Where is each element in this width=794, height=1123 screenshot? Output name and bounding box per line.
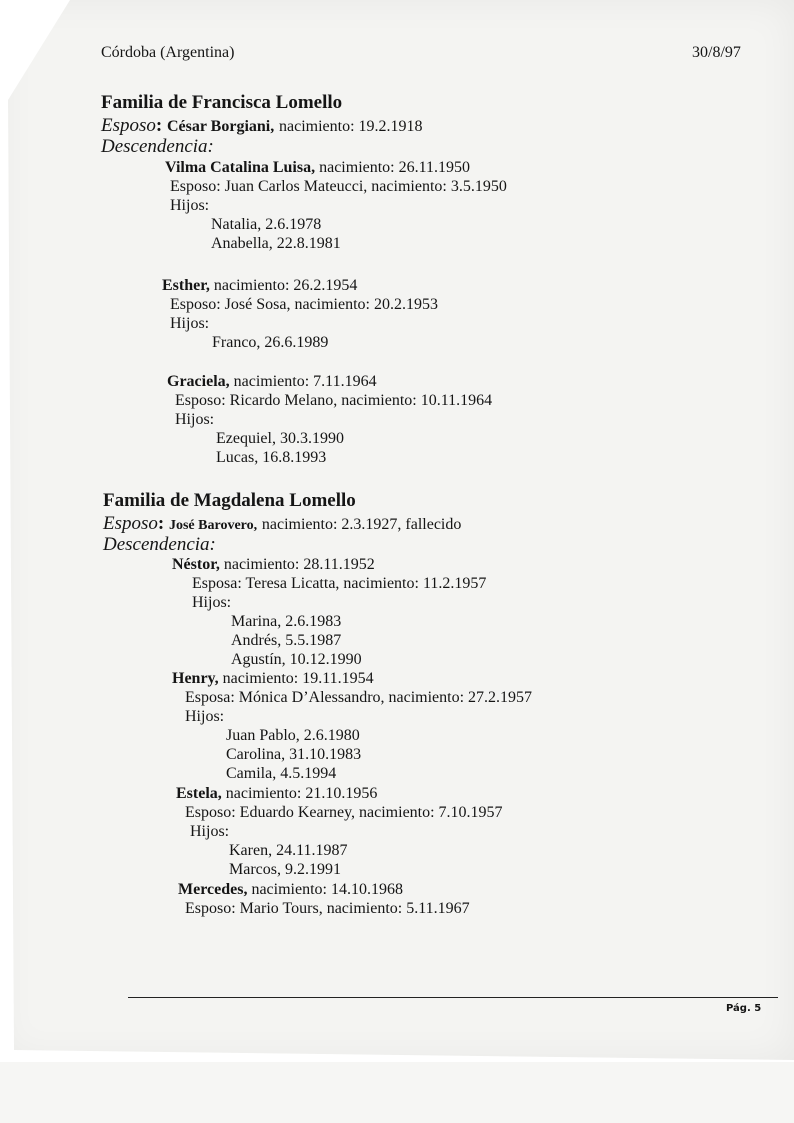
child-spouse: Esposo: Mario Tours, nacimiento: 5.11.1967 xyxy=(185,900,470,917)
child-birth: nacimiento: 28.11.1952 xyxy=(223,556,375,573)
grandchild: Marcos, 9.2.1991 xyxy=(229,861,341,878)
child-birth: nacimiento: 21.10.1956 xyxy=(225,785,378,802)
spouse-label: Esposo xyxy=(101,115,156,136)
child-spouse: Esposo: Eduardo Kearney, nacimiento: 7.10.1957 xyxy=(185,804,503,821)
hijos-label: Hijos: xyxy=(175,411,215,428)
child-spouse: Esposa: Mónica D’Alessandro, nacimiento: 27.2.1957 xyxy=(185,689,533,706)
spouse-line: Esposo: César Borgiani, nacimiento: 19.2.1918 xyxy=(101,115,423,136)
grandchild: Natalia, 2.6.1978 xyxy=(211,216,322,233)
child-name: Henry, xyxy=(172,670,219,687)
hijos-label: Hijos: xyxy=(170,315,210,332)
spouse-label: Esposo xyxy=(103,513,158,534)
child-spouse: Esposo: Ricardo Melano, nacimiento: 10.11.1964 xyxy=(175,392,493,409)
spouse-birth: nacimiento: 19.2.1918 xyxy=(279,118,423,135)
header-date: 30/8/97 xyxy=(692,44,741,61)
child-entry xyxy=(167,372,377,391)
child-entry xyxy=(162,276,357,295)
child-name: Esther, xyxy=(162,277,210,294)
child-name: Vilma Catalina Luisa, xyxy=(165,159,316,176)
child-entry xyxy=(165,158,470,177)
child-birth: nacimiento: 14.10.1968 xyxy=(251,881,403,898)
spouse-birth: nacimiento: 2.3.1927, fallecido xyxy=(261,516,462,533)
hijos-label: Hijos: xyxy=(170,197,210,214)
spouse-name: José Barovero, xyxy=(168,518,258,533)
grandchild: Lucas, 16.8.1993 xyxy=(216,449,327,466)
grandchild: Agustín, 10.12.1990 xyxy=(231,651,362,668)
family-title: Familia de Magdalena Lomello xyxy=(103,490,356,511)
grandchild: Anabella, 22.8.1981 xyxy=(211,235,341,252)
child-birth: nacimiento: 7.11.1964 xyxy=(233,373,377,390)
descendants-label: Descendencia: xyxy=(101,136,214,157)
grandchild: Carolina, 31.10.1983 xyxy=(226,746,362,763)
header-place: Córdoba (Argentina) xyxy=(101,44,235,61)
family-title: Familia de Francisca Lomello xyxy=(101,92,343,113)
grandchild: Marina, 2.6.1983 xyxy=(231,613,342,630)
grandchild: Ezequiel, 30.3.1990 xyxy=(216,430,344,447)
child-name: Graciela, xyxy=(167,373,230,390)
hijos-label: Hijos: xyxy=(192,594,232,611)
child-entry xyxy=(176,784,377,803)
child-entry xyxy=(172,669,374,688)
child-name: Estela, xyxy=(176,785,222,802)
child-name: Néstor, xyxy=(172,556,220,573)
page-bottom-strip xyxy=(0,1062,794,1123)
child-entry xyxy=(172,555,375,574)
spouse-line: Esposo: José Barovero, nacimiento: 2.3.1927, fallecido xyxy=(103,513,462,534)
grandchild: Camila, 4.5.1994 xyxy=(226,765,337,782)
child-spouse: Esposo: Juan Carlos Mateucci, nacimiento: 3.5.1950 xyxy=(170,178,507,195)
child-birth: nacimiento: 19.11.1954 xyxy=(222,670,374,687)
child-entry xyxy=(178,880,403,899)
footer-rule xyxy=(128,997,778,998)
child-name: Mercedes, xyxy=(178,881,248,898)
hijos-label: Hijos: xyxy=(185,708,225,725)
child-birth: nacimiento: 26.2.1954 xyxy=(213,277,358,294)
child-birth: nacimiento: 26.11.1950 xyxy=(319,159,471,176)
child-spouse: Esposa: Teresa Licatta, nacimiento: 11.2.1957 xyxy=(192,575,487,592)
hijos-label: Hijos: xyxy=(190,823,230,840)
grandchild: Karen, 24.11.1987 xyxy=(229,842,348,859)
grandchild: Franco, 26.6.1989 xyxy=(212,334,329,351)
page-number: Pág. 5 xyxy=(726,1003,762,1014)
descendants-label: Descendencia: xyxy=(103,534,216,555)
spouse-name: César Borgiani, xyxy=(166,118,275,135)
child-spouse: Esposo: José Sosa, nacimiento: 20.2.1953 xyxy=(170,296,438,313)
grandchild: Andrés, 5.5.1987 xyxy=(231,632,342,649)
grandchild: Juan Pablo, 2.6.1980 xyxy=(226,727,360,744)
